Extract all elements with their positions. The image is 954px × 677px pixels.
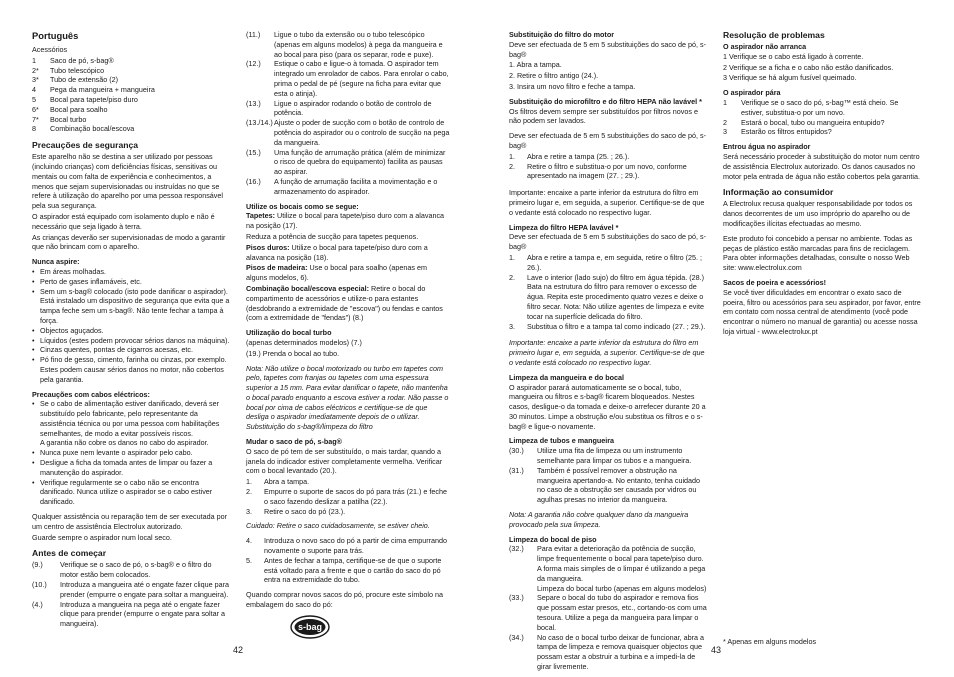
item-number: 2*	[32, 65, 39, 75]
change-bag-heading: Mudar o saco de pó, s-bag®	[246, 437, 342, 447]
item-text: Retire o filtro e substitua-o por um novo, conforme apresentado na imagem (27. ; 29.).	[527, 161, 687, 181]
item-text: Bocal turbo	[50, 114, 87, 124]
change-bag-steps	[246, 477, 450, 516]
electrical-list	[32, 399, 230, 507]
item-number: (10.)	[32, 580, 47, 590]
turbo-heading: Utilização do bocal turbo	[246, 328, 332, 338]
microfilter-important: Importante: encaixe a parte inferior da estrutura do filtro em primeiro lugar e, em seguida, a superior. Certifique-se de que o vedante está colocado no respectivo lugar.	[509, 188, 705, 217]
list-item	[509, 253, 709, 273]
item-number: (33.)	[509, 593, 524, 603]
item-number: (16.)	[246, 176, 261, 186]
list-item	[723, 98, 921, 118]
list-item	[32, 66, 230, 76]
item-number: (13.)	[246, 98, 261, 108]
item-text: Tubo de extensão (2)	[50, 75, 119, 85]
list-item	[32, 85, 230, 95]
list-item	[509, 593, 709, 632]
bullet-icon: •	[32, 345, 35, 355]
safety-heading: Precauções de segurança	[32, 140, 139, 151]
item-text: Introduza o novo saco do pó a partir de cima empurrando novamente o suporte para trás.	[264, 536, 447, 556]
bullet-item	[32, 448, 230, 458]
bullet-text: Verifique regularmente se o cabo não se encontra danificado. Nunca utilize o aspirador se o cabo estiver danificado.	[40, 477, 213, 507]
list-item	[32, 56, 230, 66]
item-text: Verifique se o saco do pó, s-bag™ está cheio. Se estiver, substitua-o por um novo.	[741, 97, 899, 117]
item-number: (15.)	[246, 147, 261, 157]
item-text: Uma função de arrumação prática (além de minimizar o risco de quebra do equipamento) facilita as pausas ao aspirar.	[274, 147, 446, 177]
turbo-models: (apenas determinados modelos) (7.)	[246, 337, 362, 347]
item-number: (30.)	[509, 446, 524, 456]
list-item	[509, 162, 709, 182]
list-item	[509, 466, 709, 505]
bullet-text: Se o cabo de alimentação estiver danificado, deverá ser substituído pelo fabricante, pelo representante da assistência técnica ou por uma pessoa com habilitações semelhantes, de modo a evitar possíveis riscos. A garantia não cobre os danos no cabo do aspirador.	[40, 399, 220, 448]
bullet-text: Desligue a ficha da tomada antes de limpar ou fazer a manutenção do aspirador.	[40, 458, 213, 477]
item-number: 2	[723, 117, 727, 127]
list-item	[32, 124, 230, 134]
consumer-paragraph-2: Este produto foi concebido a pensar no ambiente. Todas as peças de plástico estão marcadas para fins de reciclagem. Para obter informações detalhadas, consulte o nosso Web site: www.electrolux.com	[723, 233, 913, 273]
floor-nozzle-heading: Limpeza do bocal de piso	[509, 534, 597, 544]
carpets-paragraph: Tapetes: Utilize o bocal para tapete/piso duro com a alavanca na posição (17).	[246, 211, 445, 231]
item-number: (34.)	[509, 632, 524, 642]
item-text: Bocal para soalho	[50, 104, 108, 114]
bullet-text: Cinzas quentes, pontas de cigarros acesas, etc.	[40, 345, 194, 355]
item-text: Estará o bocal, tubo ou mangueira entupido?	[741, 117, 885, 127]
tubes-note: Nota: A garantia não cobre qualquer dano da mangueira provocado pela sua limpeza.	[509, 510, 689, 529]
bags-paragraph: Se você tiver dificuldades em encontrar o exato saco de poeira, filtro ou acessórios para seu aspirador, por favor, entre em contato com nossa central de atendimento (você pode encontrar o número no manual de garantia) ou acesse nossa loja virtual - www.electrolux.pt	[723, 287, 921, 336]
list-item	[246, 30, 450, 59]
list-item	[32, 75, 230, 85]
item-number: 2.	[509, 272, 515, 282]
item-number: 2.	[246, 487, 252, 497]
microfilter-heading: Substituição do microfiltro e do filtro HEPA não lavável *	[509, 96, 702, 106]
hard-floors-paragraph: Pisos duros: Utilize o bocal para tapete/piso duro com a alavanca na posição (18).	[246, 242, 428, 262]
page-number-right: 43	[711, 645, 722, 655]
list-item	[509, 633, 709, 672]
microfilter-paragraph: Os filtros devem sempre ser substituídos por filtros novos e não podem ser lavados.	[509, 106, 698, 126]
item-text: Combinação bocal/escova	[50, 124, 135, 134]
safety-paragraph: As crianças deverão ser supervisionadas de modo a garantir que não brincam com o aparelho.	[32, 232, 226, 252]
store-paragraph: Guarde sempre o aspirador num local seco.	[32, 532, 172, 542]
item-text: Retire o saco do pó (23.).	[264, 506, 346, 516]
list-item	[246, 177, 450, 197]
item-text: Bocal para tapete/piso duro	[50, 94, 138, 104]
bullet-item	[32, 345, 230, 355]
list-item	[723, 127, 921, 137]
column-4	[723, 30, 921, 338]
bullet-item	[32, 355, 230, 384]
list-line: 2. Retire o filtro antigo (24.).	[509, 71, 599, 81]
list-item	[32, 95, 230, 105]
item-number: 7*	[32, 114, 39, 124]
bullet-icon: •	[32, 286, 35, 296]
column-1	[32, 30, 230, 629]
item-text: Empurre o suporte de sacos do pó para trás (21.) e feche o saco fazendo deslizar a patilha (22.).	[264, 487, 447, 506]
item-number: (9.)	[32, 560, 43, 570]
item-text: Ligue o tubo da extensão ou o tubo telescópico (apenas em alguns modelos) à pega da mangueira e ao bocal para piso (para os separar, rode e puxe).	[274, 30, 443, 59]
list-item	[246, 536, 450, 556]
hose-heading: Limpeza da mangueira e do bocal	[509, 372, 625, 382]
item-number: (32.)	[509, 544, 524, 554]
careful-note: Cuidado: Retire o saco cuidadosamente, se estiver cheio.	[246, 521, 430, 531]
item-number: (11.)	[246, 30, 261, 39]
list-item	[32, 580, 230, 600]
bullet-icon: •	[32, 276, 35, 286]
item-number: (12.)	[246, 59, 261, 69]
item-number: 1.	[509, 252, 515, 262]
list-item	[509, 273, 709, 322]
stops-list	[723, 98, 921, 137]
item-number: 3*	[32, 75, 39, 85]
s-bag-logo-text: s-bag	[297, 621, 323, 632]
list-item	[246, 477, 450, 487]
list-line: 1. Abra a tampa.	[509, 60, 562, 70]
carpets-paragraph-2: Reduza a potência de sucção para tapetes pequenos.	[246, 231, 419, 241]
item-text: Também é possível remover a obstrução na mangueira apertando-a. No entanto, tenha cuidado no caso de a obstrução ser causada por vidros ou agulhas presas no interior da mangueira.	[537, 465, 701, 505]
item-number: 4.	[246, 536, 252, 546]
item-text: Abra a tampa.	[264, 477, 310, 487]
item-text: Introduza a mangueira até o engate fazer clique para prender (empurre o engate para soltar a mangueira).	[60, 580, 230, 599]
bullet-icon: •	[32, 266, 35, 276]
troubleshooting-heading: Resolução de problemas	[723, 30, 825, 40]
column-2	[246, 30, 450, 642]
usage-steps-list	[246, 30, 450, 197]
stops-heading: O aspirador pára	[723, 88, 781, 98]
list-item	[246, 556, 450, 585]
list-line: 3. Insira um novo filtro e feche a tampa.	[509, 81, 636, 91]
consumer-heading: Informação ao consumidor	[723, 187, 834, 198]
bullet-text: Objectos aguçados.	[40, 325, 104, 335]
list-item	[246, 507, 450, 517]
item-text: Tubo telescópico	[50, 65, 105, 75]
list-item	[509, 544, 709, 593]
bullet-icon: •	[32, 458, 35, 468]
item-number: 3.	[509, 321, 515, 331]
bullet-text: Pó fino de gesso, cimento, farinha ou cinzas, por exemplo. Estes podem causar sérios danos no motor, não cobertos pela garantia.	[40, 355, 227, 384]
item-number: 1	[32, 55, 36, 65]
hepa-paragraph: Deve ser efectuada de 5 em 5 substituições do saco de pó, s-bag®	[509, 232, 706, 252]
change-bag-steps-2	[246, 536, 450, 585]
item-number: 1.	[246, 477, 252, 487]
item-number: 2.	[509, 161, 515, 171]
item-text: Estique o cabo e ligue-o à tomada. O aspirador tem integrado um enrolador de cabos. Para enrolar o cabo, prima o pedal de pé (segure na ficha para evitar que esta o atinja).	[274, 59, 449, 98]
no-start-heading: O aspirador não arranca	[723, 42, 807, 51]
item-text: Antes de fechar a tampa, certifique-se de que o suporte está voltado para a frente e que o cartão do saco do pó entra na extremidade do tubo.	[264, 555, 442, 585]
never-vacuum-heading: Nunca aspire:	[32, 257, 80, 267]
list-item	[246, 99, 450, 119]
item-number: 1	[723, 97, 727, 107]
bullet-item	[32, 458, 230, 478]
item-text: Para evitar a deterioração da potência de sucção, limpe frequentemente o bocal para tapete/piso duro. A forma mais simples de o limpar é utilizando a pega da mangueira. Limpeza do bocal turbo (apenas em alguns modelos)	[537, 544, 707, 593]
list-item	[509, 322, 709, 332]
combo-nozzle-paragraph: Combinação bocal/escova especial: Retire o bocal do compartimento de acessórios e utilize-o para estantes (desdobrando a extremidade de "escova") ou fendas e cantos (com a extremidade de "fendas") (8.)	[246, 283, 443, 323]
water-paragraph: Será necessário proceder à substituição do motor num centro de assistência Electrolux autorizado. Os danos causados no motor pela entrada de água não estão cobertos pela garantia.	[723, 151, 920, 181]
bullet-icon: •	[32, 448, 35, 458]
item-text: Separe o bocal do tubo do aspirador e remova fios que possam estar presos, etc., cortando-os com uma tesoura. Utilize a pega da mangueira para limpar o bocal.	[537, 593, 707, 632]
list-line: 2 Verifique se a ficha e o cabo não estão danificados.	[723, 62, 894, 72]
list-item	[32, 600, 230, 629]
never-vacuum-list	[32, 267, 230, 385]
water-heading: Entrou água no aspirador	[723, 142, 811, 152]
list-line: 1 Verifique se o cabo está ligado à corrente.	[723, 51, 864, 61]
item-text: Ajuste o poder de sucção com o botão de controlo de potência do aspirador ou o controlo de sucção na pega da mangueira.	[274, 118, 450, 147]
list-item	[509, 446, 709, 466]
floor-nozzle-steps	[509, 544, 709, 671]
tubes-heading: Limpeza de tubos e mangueira	[509, 436, 615, 446]
no-start-list	[723, 52, 921, 83]
item-text: Abra e retire a tampa e, em seguida, retire o filtro (25. ; 26.).	[527, 252, 702, 272]
footnote: * Apenas em alguns modelos	[723, 637, 817, 646]
list-item	[32, 115, 230, 125]
hepa-heading: Limpeza do filtro HEPA lavável *	[509, 222, 619, 232]
list-item	[32, 560, 230, 580]
turbo-note: Nota: Não utilize o bocal motorizado ou turbo em tapetes com pelo, tapetes com franjas ou tapetes com uma espessura superior a 15 mm. Para evitar danificar o tapete, não mantenha o bocal parado enquanto a escova estiver a rodar. Não passe o bocal por cima de cabos eléctricos e certifique-se de que desliga o aspirador imediatamente depois de o utilizar. Substituição do s-bag®/limpeza do filtro	[246, 363, 449, 432]
item-number: 3	[723, 127, 727, 137]
item-number: 3.	[246, 506, 252, 516]
list-item	[246, 118, 450, 147]
item-text: Estarão os filtros entupidos?	[741, 127, 832, 137]
item-number: (13./14.)	[246, 118, 273, 128]
bullet-text: Sem um s-bag® colocado (isto pode danificar o aspirador). Está instalado um dispositivo de segurança que evita que a tampa feche sem um s-bag®. Não tente fechar a tampa à força.	[40, 286, 230, 325]
list-line: 3 Verifique se há algum fusível queimado.	[723, 73, 857, 83]
item-text: Lave o interior (lado sujo) do filtro em água tépida. (28.) Bata na estrutura do filtro para remover o excesso de água. Repita este procedimento quatro vezes e deixe o filtro secar. Nota: Não utilize agentes de limpeza e evite tocar na superfície delicada do filtro.	[527, 272, 704, 321]
page-number-left: 42	[233, 645, 244, 655]
item-text: Verifique se o saco de pó, o s-bag® e o filtro do motor estão bem colocados.	[60, 560, 212, 580]
electrical-heading: Precauções com cabos eléctricos:	[32, 389, 150, 399]
bullet-icon: •	[32, 399, 35, 409]
bullet-item	[32, 287, 230, 326]
bullet-text: Líquidos (estes podem provocar sérios danos na máquina).	[40, 335, 230, 345]
motor-filter-paragraph: Deve ser efectuada de 5 em 5 substituições do saco de pó, s-bag®	[509, 39, 706, 59]
microfilter-paragraph-2: Deve ser efectuada de 5 em 5 substituições do saco de pó, s-bag®	[509, 131, 706, 150]
list-item	[246, 148, 450, 177]
item-text: A função de arrumação facilita a movimentação e o armazenamento do aspirador.	[274, 176, 438, 196]
item-text: Substitua o filtro e a tampa tal como indicado (27. ; 29.).	[527, 321, 706, 331]
safety-paragraph: Este aparelho não se destina a ser utilizado por pessoas (incluindo crianças) com deficiências físicas, sensitivas ou mentais ou com falta de experiência e conhecimentos, a menos que sejam supervisionadas ou instruídas no que se refere à utilização do aparelho por uma pessoa responsável pela sua segurança.	[32, 152, 223, 211]
safety-paragraph: O aspirador está equipado com isolamento duplo e não é necessário que seja ligado à terra.	[32, 211, 215, 231]
item-text: Pega da mangueira + mangueira	[50, 85, 155, 95]
item-number: 8	[32, 124, 36, 134]
tubes-steps	[509, 446, 709, 505]
column-3	[509, 30, 709, 672]
accessories-heading: Acessórios	[32, 45, 68, 54]
bullet-item	[32, 277, 230, 287]
nozzles-heading: Utilize os bocais como se segue:	[246, 201, 359, 211]
bullet-item	[32, 267, 230, 277]
microfilter-steps	[509, 152, 709, 181]
item-text: Abra e retire a tampa (25. ; 26.).	[527, 151, 630, 161]
item-text: Utilize uma fita de limpeza ou um instrumento semelhante para limpar os tubos e a mangueira.	[537, 446, 692, 466]
buy-bags-paragraph: Quando comprar novos sacos do pó, procure este símbolo na embalagem do saco do pó:	[246, 590, 443, 610]
bags-heading: Sacos de poeira e acessórios!	[723, 277, 827, 287]
bullet-text: Perto de gases inflamáveis, etc.	[40, 276, 142, 286]
before-start-list	[32, 560, 230, 629]
before-start-heading: Antes de começar	[32, 548, 107, 559]
list-item	[723, 118, 921, 128]
item-text: Ligue o aspirador rodando o botão de controlo de potência.	[274, 98, 432, 118]
change-bag-paragraph: O saco de pó tem de ser substituído, o mais tardar, quando a janela do indicador estiver completamente vermelha. Verificar com o bocal levantado (20.).	[246, 446, 443, 476]
repair-paragraph: Qualquer assistência ou reparação tem de ser executada por um centro de assistência Electrolux autorizado.	[32, 512, 227, 531]
bullet-item	[32, 399, 230, 448]
section-title: Português	[32, 30, 79, 41]
list-item	[246, 59, 450, 98]
bullet-item	[32, 478, 230, 507]
item-number: (31.)	[509, 465, 524, 475]
hepa-steps	[509, 253, 709, 331]
turbo-step: (19.) Prenda o bocal ao tubo.	[246, 348, 340, 358]
bullet-icon: •	[32, 477, 35, 487]
bullet-icon: •	[32, 325, 35, 335]
item-number: 5.	[246, 555, 252, 565]
item-number: 4	[32, 85, 36, 95]
item-number: 1.	[509, 151, 515, 161]
item-text: Saco de pó, s-bag®	[50, 55, 114, 65]
consumer-paragraph: A Electrolux recusa qualquer responsabilidade por todos os danos decorrentes de um uso impróprio do aparelho ou de modificações ilícitas efectuadas ao mesmo.	[723, 199, 913, 228]
list-item	[246, 487, 450, 507]
bullet-text: Nunca puxe nem levante o aspirador pelo cabo.	[40, 448, 193, 458]
item-text: No caso de o bocal turbo deixar de funcionar, abra a tampa de limpeza e remova quaisquer objectos que possam estar a obstruir a turbina e a impedi-la de girar livremente.	[537, 632, 705, 672]
item-number: 5	[32, 94, 36, 104]
item-text: Introduza a mangueira na pega até o engate fazer clique para prender (empurre o engate para soltar a mangueira).	[60, 599, 226, 629]
item-number: (4.)	[32, 599, 43, 609]
list-item	[32, 105, 230, 115]
motor-filter-heading: Substituição do filtro do motor	[509, 30, 615, 39]
wood-floors-paragraph: Pisos de madeira: Use o bocal para soalho (apenas em alguns modelos, 6).	[246, 263, 427, 283]
bullet-item	[32, 326, 230, 336]
bullet-text: Em áreas molhadas.	[40, 266, 106, 276]
hose-paragraph: O aspirador parará automaticamente se o bocal, tubo, mangueira ou filtros e s-bag® ficarem bloqueados. Nestes casos, desligue-o da tomada e deixe-o arrefecer durante 20 a 30 minutos. Limpe a obstrução e/ou substitua os filtros e o s-bag® e ligue-o novamente.	[509, 382, 706, 431]
list-item	[509, 152, 709, 162]
accessories-list	[32, 56, 230, 134]
bullet-icon: •	[32, 335, 35, 345]
motor-filter-steps	[509, 60, 709, 91]
hepa-important: Importante: encaixe a parte inferior da estrutura do filtro em primeiro lugar e, em seguida, a superior. Certifique-se de que o vedante está colocado no respectivo lugar.	[509, 338, 705, 367]
s-bag-logo	[290, 615, 330, 639]
bullet-item	[32, 336, 230, 346]
bullet-icon: •	[32, 355, 35, 365]
item-number: 6*	[32, 104, 39, 114]
